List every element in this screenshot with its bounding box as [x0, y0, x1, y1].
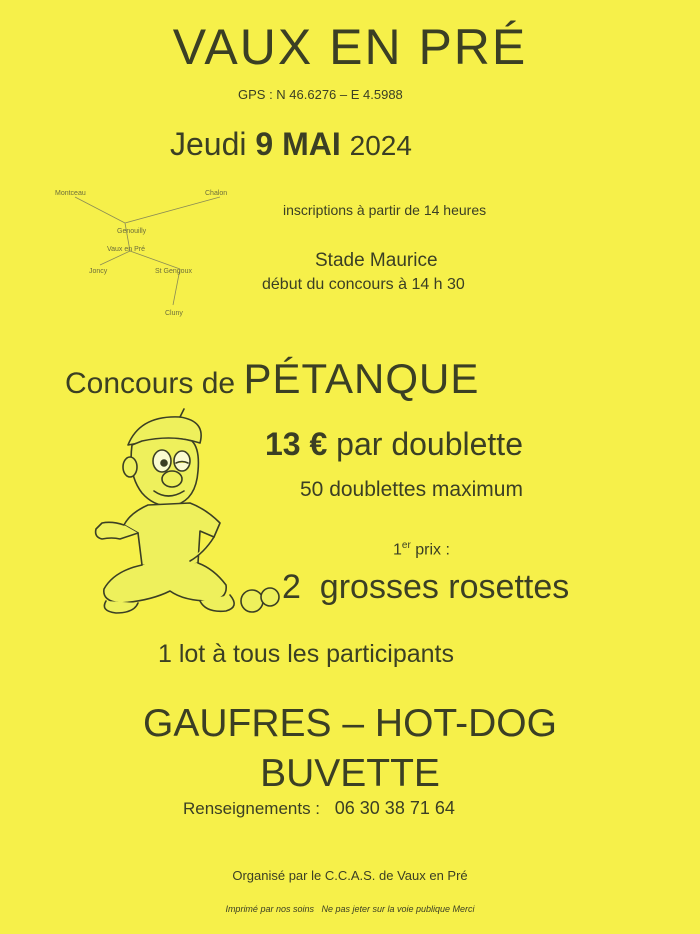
- phone-number: 06 30 38 71 64: [334, 798, 455, 818]
- print-notice: Imprimé par nos soins Ne pas jeter sur la voie publique Merci: [225, 904, 475, 914]
- event-heading: [65, 355, 479, 403]
- registration-time: inscriptions à partir de 14 heures: [283, 202, 487, 218]
- start-time: début du concours à 14 h 30: [262, 276, 465, 293]
- map-place: Vaux en Pré: [107, 246, 146, 253]
- first-prize-label: [393, 540, 450, 559]
- food-offer: GAUFRES – HOT-DOG: [143, 702, 557, 745]
- map-place: St Gengoux: [155, 268, 192, 275]
- bar-offer: BUVETTE: [260, 752, 440, 795]
- event-name: PÉTANQUE: [243, 355, 480, 402]
- map-place: Joncy: [89, 268, 108, 275]
- petanque-player-illustration: [80, 405, 280, 620]
- prize: 2 grosses rosettes: [282, 568, 570, 606]
- price-label: par doublette: [336, 426, 523, 462]
- date-weekday: Jeudi: [170, 126, 247, 162]
- event-date: [170, 126, 412, 163]
- location-map: [45, 183, 240, 323]
- event-prefix: Concours de: [65, 367, 236, 400]
- prize-label: prix :: [415, 541, 450, 559]
- map-place: Chalon: [205, 190, 228, 197]
- info-line: [183, 798, 455, 819]
- max-teams: 50 doublettes maximum: [300, 478, 523, 501]
- price-per-team: [265, 426, 523, 463]
- map-place: Cluny: [165, 310, 183, 317]
- price-amount: 13 €: [265, 426, 328, 462]
- prize-ordinal-suffix: er: [401, 540, 411, 551]
- map-place: Montceau: [55, 190, 86, 197]
- info-label: Renseignements :: [183, 799, 321, 818]
- poster-title: VAUX EN PRÉ: [172, 19, 528, 75]
- organizer: Organisé par le C.C.A.S. de Vaux en Pré: [232, 868, 468, 883]
- prize-ordinal: 1: [393, 541, 402, 559]
- date-day: 9: [255, 126, 274, 162]
- date-month: MAI: [282, 126, 341, 162]
- date-year: 2024: [349, 130, 412, 161]
- map-place: Genouilly: [117, 228, 147, 235]
- venue: Stade Maurice: [315, 250, 438, 271]
- participant-gift: 1 lot à tous les participants: [158, 640, 454, 668]
- gps-coordinates: GPS : N 46.6276 – E 4.5988: [238, 87, 403, 102]
